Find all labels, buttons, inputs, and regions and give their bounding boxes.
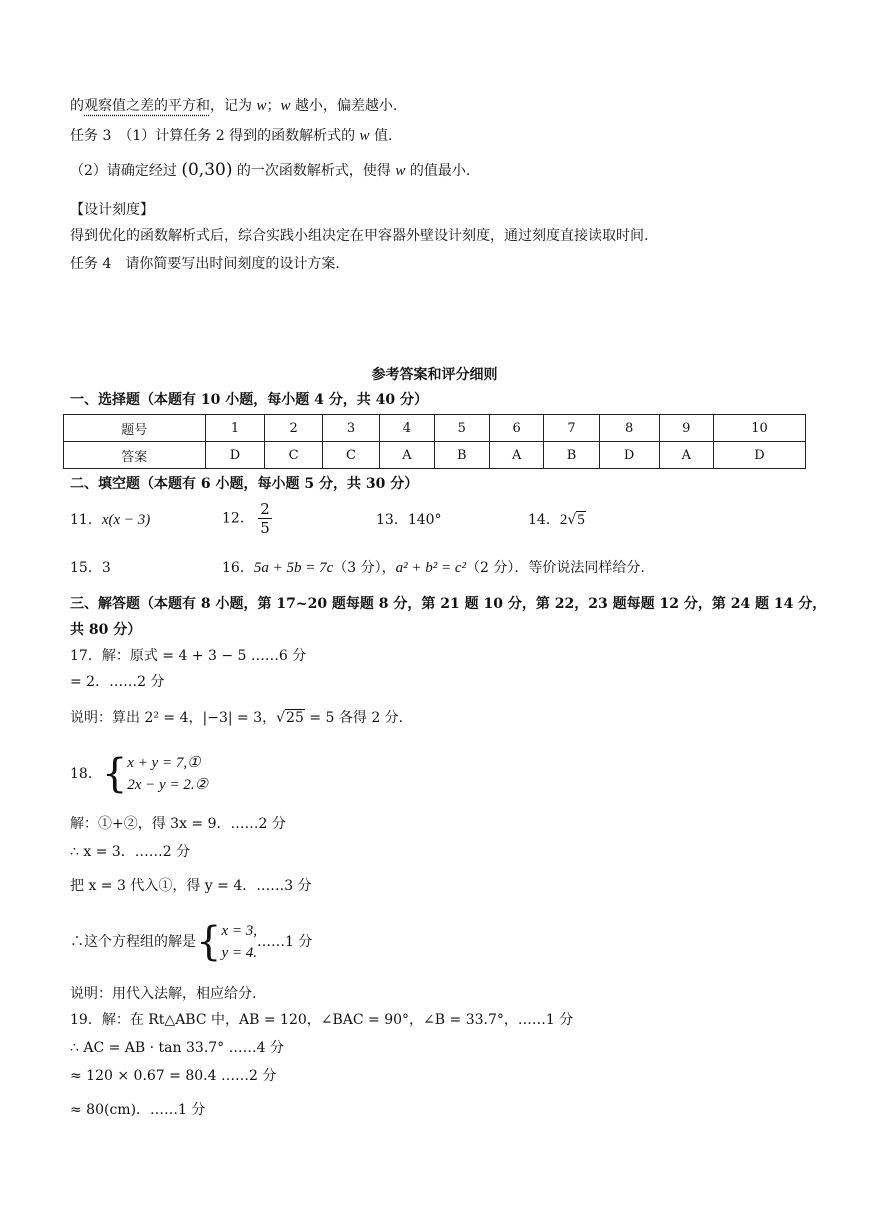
radicand: 5 bbox=[577, 512, 585, 528]
table-cell: 8 bbox=[599, 415, 659, 442]
equation-1: x + y = 7,① bbox=[127, 755, 201, 771]
solution-y: y = 4. bbox=[221, 945, 257, 961]
answer-table bbox=[63, 414, 806, 469]
score-note: （2 分）．等价说法同样给分. bbox=[466, 560, 645, 576]
q14-answer: 14．2√5 bbox=[528, 512, 585, 528]
coefficient: 2 bbox=[559, 512, 568, 528]
task-text: 的一次函数解析式，使得 bbox=[232, 163, 396, 179]
table-cell: B bbox=[434, 442, 489, 469]
table-cell: 4 bbox=[380, 415, 434, 442]
question-number: 16． bbox=[222, 560, 254, 576]
q11-answer bbox=[70, 510, 150, 530]
task3-part2 bbox=[70, 160, 470, 181]
q18-step1: 解：①+②，得 3x = 9．……2 分 bbox=[70, 816, 286, 832]
dotted-emphasis: 观察值之差的平方和 bbox=[84, 98, 210, 114]
design-heading: 【设计刻度】 bbox=[70, 202, 154, 218]
q19-line3: ≈ 120 × 0.67 = 80.4 ……2 分 bbox=[70, 1068, 277, 1084]
var-w: w bbox=[256, 98, 267, 114]
design-text: 得到优化的函数解析式后，综合实践小组决定在甲容器外壁设计刻度，通过刻度直接读取时间. bbox=[70, 228, 649, 244]
table-cell: 6 bbox=[489, 415, 543, 442]
solution-system bbox=[221, 920, 257, 964]
note-text: = 5 各得 2 分. bbox=[304, 710, 404, 726]
q13-answer: 13．140° bbox=[376, 512, 442, 528]
task-text: （2）请确定经过 bbox=[70, 163, 182, 179]
table-cell: D bbox=[599, 442, 659, 469]
intro-line-1 bbox=[70, 96, 397, 116]
fraction bbox=[258, 500, 272, 537]
var-w: w bbox=[280, 98, 291, 114]
table-cell: D bbox=[205, 442, 265, 469]
table-cell: D bbox=[714, 442, 806, 469]
q15-answer: 15．3 bbox=[70, 560, 111, 576]
q18-solution bbox=[70, 920, 312, 964]
table-cell: 9 bbox=[659, 415, 713, 442]
radicand: 25 bbox=[286, 710, 304, 726]
task3-part1 bbox=[70, 126, 392, 146]
answer-title: 参考答案和评分细则 bbox=[371, 367, 498, 383]
question-number: 14． bbox=[528, 512, 560, 528]
question-number: 18． bbox=[70, 766, 102, 782]
q18-step3: 把 x = 3 代入①，得 y = 4．……3 分 bbox=[70, 878, 312, 894]
task-text: 值. bbox=[369, 128, 393, 144]
q17-line2: = 2．……2 分 bbox=[70, 674, 165, 690]
table-cell: C bbox=[265, 442, 322, 469]
table-cell: B bbox=[544, 442, 599, 469]
point-coord: (0,30) bbox=[181, 160, 233, 180]
q17-note: 说明：算出 2² = 4，|−3| = 3，√25 = 5 各得 2 分. bbox=[70, 710, 404, 726]
intro-text: ； bbox=[266, 98, 281, 114]
section3-heading-line2: 共 80 分） bbox=[70, 622, 142, 638]
table-cell-label: 答案 bbox=[64, 442, 206, 469]
var-w: w bbox=[359, 128, 370, 144]
note-text: |−3| = 3， bbox=[202, 710, 277, 726]
table-cell: C bbox=[322, 442, 379, 469]
fraction-numerator: 2 bbox=[260, 500, 270, 518]
q19-line1: 19．解：在 Rt△ABC 中，AB = 120，∠BAC = 90°，∠B = 33.7°，……1 分 bbox=[70, 1012, 574, 1028]
table-cell: 1 bbox=[205, 415, 265, 442]
q18-note: 说明：用代入法解，相应给分. bbox=[70, 986, 257, 1002]
brace-symbol: { bbox=[101, 751, 128, 797]
table-cell: 3 bbox=[322, 415, 379, 442]
table-cell: 5 bbox=[434, 415, 489, 442]
table-cell: 10 bbox=[714, 415, 806, 442]
fraction-denominator: 5 bbox=[260, 519, 270, 537]
table-cell-label: 题号 bbox=[64, 415, 206, 442]
q16-answer bbox=[222, 558, 645, 578]
task-text: 的值最小. bbox=[405, 163, 471, 179]
note-text: 说明：算出 2² = 4， bbox=[70, 710, 203, 726]
math-expression: a² + b² = c² bbox=[395, 560, 466, 576]
var-w: w bbox=[395, 163, 406, 179]
task-text: 任务 3 （1）计算任务 2 得到的函数解析式的 bbox=[70, 128, 360, 144]
score-note: ……1 分 bbox=[256, 934, 313, 950]
q19-line4: ≈ 80(cm)．……1 分 bbox=[70, 1102, 206, 1118]
section3-heading-line1: 三、解答题（本题有 8 小题，第 17~20 题每题 8 分，第 21 题 10 分，第 22，23 题每题 12 分，第 24 题 14 分， bbox=[70, 596, 827, 612]
table-cell: 2 bbox=[265, 415, 322, 442]
table-cell: A bbox=[659, 442, 713, 469]
table-cell: A bbox=[489, 442, 543, 469]
solution-x: x = 3, bbox=[221, 923, 257, 939]
q18-system bbox=[70, 752, 208, 796]
math-expression: x(x − 3) bbox=[101, 512, 151, 528]
q12-answer bbox=[222, 500, 272, 537]
score-note: （3 分）， bbox=[333, 560, 396, 576]
section2-heading: 二、填空题（本题有 6 小题，每小题 5 分，共 30 分） bbox=[70, 476, 419, 492]
intro-text: ，记为 bbox=[210, 98, 257, 114]
table-row-answers bbox=[64, 442, 806, 469]
math-expression: 5a + 5b = 7c bbox=[253, 560, 334, 576]
solution-text: ∴这个方程组的解是 bbox=[70, 934, 196, 950]
section1-heading: 一、选择题（本题有 10 小题，每小题 4 分，共 40 分） bbox=[70, 392, 428, 408]
question-number: 12． bbox=[222, 510, 254, 527]
task4-text: 任务 4 请你简要写出时间刻度的设计方案. bbox=[70, 256, 340, 272]
question-number: 11． bbox=[70, 512, 102, 528]
q19-line2: ∴ AC = AB · tan 33.7° ……4 分 bbox=[70, 1040, 284, 1056]
equation-system bbox=[127, 752, 208, 796]
intro-text: 的 bbox=[70, 98, 84, 114]
equation-2: 2x − y = 2.② bbox=[127, 777, 209, 793]
q18-step2: ∴ x = 3．……2 分 bbox=[70, 844, 191, 860]
brace-symbol: { bbox=[196, 919, 222, 965]
table-cell: 7 bbox=[544, 415, 599, 442]
table-cell: A bbox=[380, 442, 434, 469]
table-row-numbers bbox=[64, 415, 806, 442]
intro-text: 越小，偏差越小. bbox=[290, 98, 398, 114]
q17-line1: 17．解：原式 = 4 + 3 − 5 ……6 分 bbox=[70, 648, 307, 664]
